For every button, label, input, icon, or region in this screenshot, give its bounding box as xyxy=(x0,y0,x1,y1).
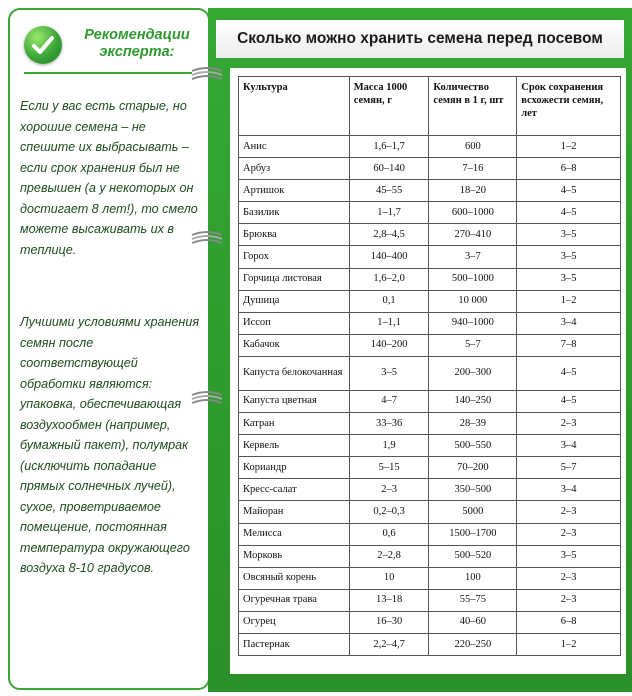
cell-shelf-life: 2–3 xyxy=(517,413,621,435)
cell-shelf-life: 3–5 xyxy=(517,545,621,567)
seed-storage-table xyxy=(238,76,621,656)
cell-count: 220–250 xyxy=(429,633,517,655)
cell-crop: Базилик xyxy=(239,202,350,224)
cell-shelf-life: 2–3 xyxy=(517,589,621,611)
cell-count: 600 xyxy=(429,136,517,158)
cell-mass: 3–5 xyxy=(349,356,429,390)
table-panel xyxy=(208,8,632,692)
cell-shelf-life: 3–4 xyxy=(517,435,621,457)
expert-header xyxy=(18,24,198,68)
table-row xyxy=(239,246,621,268)
table-row xyxy=(239,356,621,390)
expert-title: Рекомендации эксперта: xyxy=(84,27,190,60)
cell-mass: 1–1,1 xyxy=(349,312,429,334)
header-crop: Культура xyxy=(239,77,350,136)
cell-crop: Иссоп xyxy=(239,312,350,334)
table-row xyxy=(239,136,621,158)
cell-crop: Душица xyxy=(239,290,350,312)
cell-crop: Пастернак xyxy=(239,633,350,655)
table-row xyxy=(239,413,621,435)
cell-crop: Горох xyxy=(239,246,350,268)
cell-crop: Горчица листовая xyxy=(239,268,350,290)
cell-shelf-life: 6–8 xyxy=(517,158,621,180)
cell-mass: 0,1 xyxy=(349,290,429,312)
cell-mass: 1,6–1,7 xyxy=(349,136,429,158)
cell-crop: Капуста цветная xyxy=(239,390,350,412)
cell-count: 10 000 xyxy=(429,290,517,312)
cell-mass: 2,2–4,7 xyxy=(349,633,429,655)
cell-mass: 0,2–0,3 xyxy=(349,501,429,523)
cell-count: 5–7 xyxy=(429,334,517,356)
cell-shelf-life: 4–5 xyxy=(517,390,621,412)
cell-mass: 13–18 xyxy=(349,589,429,611)
table-container xyxy=(230,68,626,674)
cell-count: 500–1000 xyxy=(429,268,517,290)
cell-count: 70–200 xyxy=(429,457,517,479)
cell-crop: Арбуз xyxy=(239,158,350,180)
cell-mass: 2–2,8 xyxy=(349,545,429,567)
cell-mass: 2,8–4,5 xyxy=(349,224,429,246)
cell-shelf-life: 3–4 xyxy=(517,312,621,334)
cell-shelf-life: 4–5 xyxy=(517,180,621,202)
cell-count: 40–60 xyxy=(429,611,517,633)
expert-paragraph-1: Если у вас есть старые, но хорошие семена – не спешите их выбрасывать – если срок хранения был не превышен (а у некоторых он достигает 8 лет!), то смело можете высаживать их в теплице. xyxy=(20,99,198,257)
table-row xyxy=(239,180,621,202)
table-row xyxy=(239,457,621,479)
cell-crop: Кресс-салат xyxy=(239,479,350,501)
cell-count: 7–16 xyxy=(429,158,517,180)
table-row xyxy=(239,224,621,246)
header-mass: Масса 1000 семян, г xyxy=(349,77,429,136)
cell-shelf-life: 4–5 xyxy=(517,202,621,224)
header-count: Количество семян в 1 г, шт xyxy=(429,77,517,136)
table-row xyxy=(239,435,621,457)
cell-count: 350–500 xyxy=(429,479,517,501)
cell-count: 5000 xyxy=(429,501,517,523)
table-row xyxy=(239,390,621,412)
cell-crop: Морковь xyxy=(239,545,350,567)
expert-paragraph-2: Лучшими условиями хранения семян после соответствующей обработки являются: упаковка, обеспечивающая воздухообмен (например, бумажный пакет), полумрак (исключить попадание прямых солнечных лучей), сухое, проветриваемое помещение, постоянная температура окружающего воздуха 8-10 градусов. xyxy=(20,315,200,575)
table-row xyxy=(239,158,621,180)
table-row xyxy=(239,545,621,567)
cell-count: 100 xyxy=(429,567,517,589)
cell-crop: Кервель xyxy=(239,435,350,457)
cell-crop: Кориандр xyxy=(239,457,350,479)
table-header-row xyxy=(239,77,621,136)
cell-shelf-life: 7–8 xyxy=(517,334,621,356)
cell-shelf-life: 2–3 xyxy=(517,501,621,523)
checkmark-icon xyxy=(24,26,62,64)
cell-shelf-life: 2–3 xyxy=(517,523,621,545)
table-row xyxy=(239,290,621,312)
cell-crop: Брюква xyxy=(239,224,350,246)
table-row xyxy=(239,479,621,501)
cell-mass: 45–55 xyxy=(349,180,429,202)
expert-panel xyxy=(8,8,210,690)
cell-count: 1500–1700 xyxy=(429,523,517,545)
cell-shelf-life: 3–5 xyxy=(517,246,621,268)
cell-shelf-life: 3–5 xyxy=(517,224,621,246)
cell-shelf-life: 2–3 xyxy=(517,567,621,589)
cell-mass: 33–36 xyxy=(349,413,429,435)
cell-count: 55–75 xyxy=(429,589,517,611)
table-row xyxy=(239,567,621,589)
cell-crop: Кабачок xyxy=(239,334,350,356)
table-row xyxy=(239,523,621,545)
cell-count: 600–1000 xyxy=(429,202,517,224)
table-row xyxy=(239,501,621,523)
table-row xyxy=(239,312,621,334)
cell-crop: Капуста белокочанная xyxy=(239,356,350,390)
cell-count: 500–550 xyxy=(429,435,517,457)
cell-crop: Огурец xyxy=(239,611,350,633)
cell-count: 28–39 xyxy=(429,413,517,435)
cell-crop: Катран xyxy=(239,413,350,435)
cell-mass: 4–7 xyxy=(349,390,429,412)
cell-shelf-life: 1–2 xyxy=(517,290,621,312)
cell-mass: 140–400 xyxy=(349,246,429,268)
cell-mass: 16–30 xyxy=(349,611,429,633)
cell-crop: Овсяный корень xyxy=(239,567,350,589)
cell-shelf-life: 1–2 xyxy=(517,633,621,655)
table-title-bar xyxy=(216,20,624,58)
cell-crop: Артишок xyxy=(239,180,350,202)
cell-count: 940–1000 xyxy=(429,312,517,334)
cell-mass: 1–1,7 xyxy=(349,202,429,224)
cell-crop: Анис xyxy=(239,136,350,158)
cell-mass: 140–200 xyxy=(349,334,429,356)
cell-shelf-life: 6–8 xyxy=(517,611,621,633)
divider xyxy=(24,72,192,74)
table-row xyxy=(239,633,621,655)
table-row xyxy=(239,589,621,611)
cell-mass: 60–140 xyxy=(349,158,429,180)
binder-ring-icon xyxy=(190,390,224,408)
cell-count: 140–250 xyxy=(429,390,517,412)
cell-crop: Огуречная трава xyxy=(239,589,350,611)
cell-mass: 0,6 xyxy=(349,523,429,545)
cell-count: 270–410 xyxy=(429,224,517,246)
cell-shelf-life: 3–5 xyxy=(517,268,621,290)
cell-count: 500–520 xyxy=(429,545,517,567)
cell-count: 3–7 xyxy=(429,246,517,268)
cell-crop: Мелисса xyxy=(239,523,350,545)
cell-count: 200–300 xyxy=(429,356,517,390)
cell-shelf-life: 3–4 xyxy=(517,479,621,501)
table-row xyxy=(239,202,621,224)
binder-ring-icon xyxy=(190,66,224,84)
cell-mass: 10 xyxy=(349,567,429,589)
cell-mass: 1,9 xyxy=(349,435,429,457)
table-row xyxy=(239,334,621,356)
cell-shelf-life: 1–2 xyxy=(517,136,621,158)
table-row xyxy=(239,268,621,290)
cell-mass: 2–3 xyxy=(349,479,429,501)
cell-mass: 1,6–2,0 xyxy=(349,268,429,290)
header-shelf-life: Срок сохранения всхожести семян, лет xyxy=(517,77,621,136)
cell-mass: 5–15 xyxy=(349,457,429,479)
cell-shelf-life: 4–5 xyxy=(517,356,621,390)
cell-count: 18–20 xyxy=(429,180,517,202)
binder-ring-icon xyxy=(190,230,224,248)
cell-crop: Майоран xyxy=(239,501,350,523)
table-title: Сколько можно хранить семена перед посевом xyxy=(237,30,603,47)
table-row xyxy=(239,611,621,633)
cell-shelf-life: 5–7 xyxy=(517,457,621,479)
